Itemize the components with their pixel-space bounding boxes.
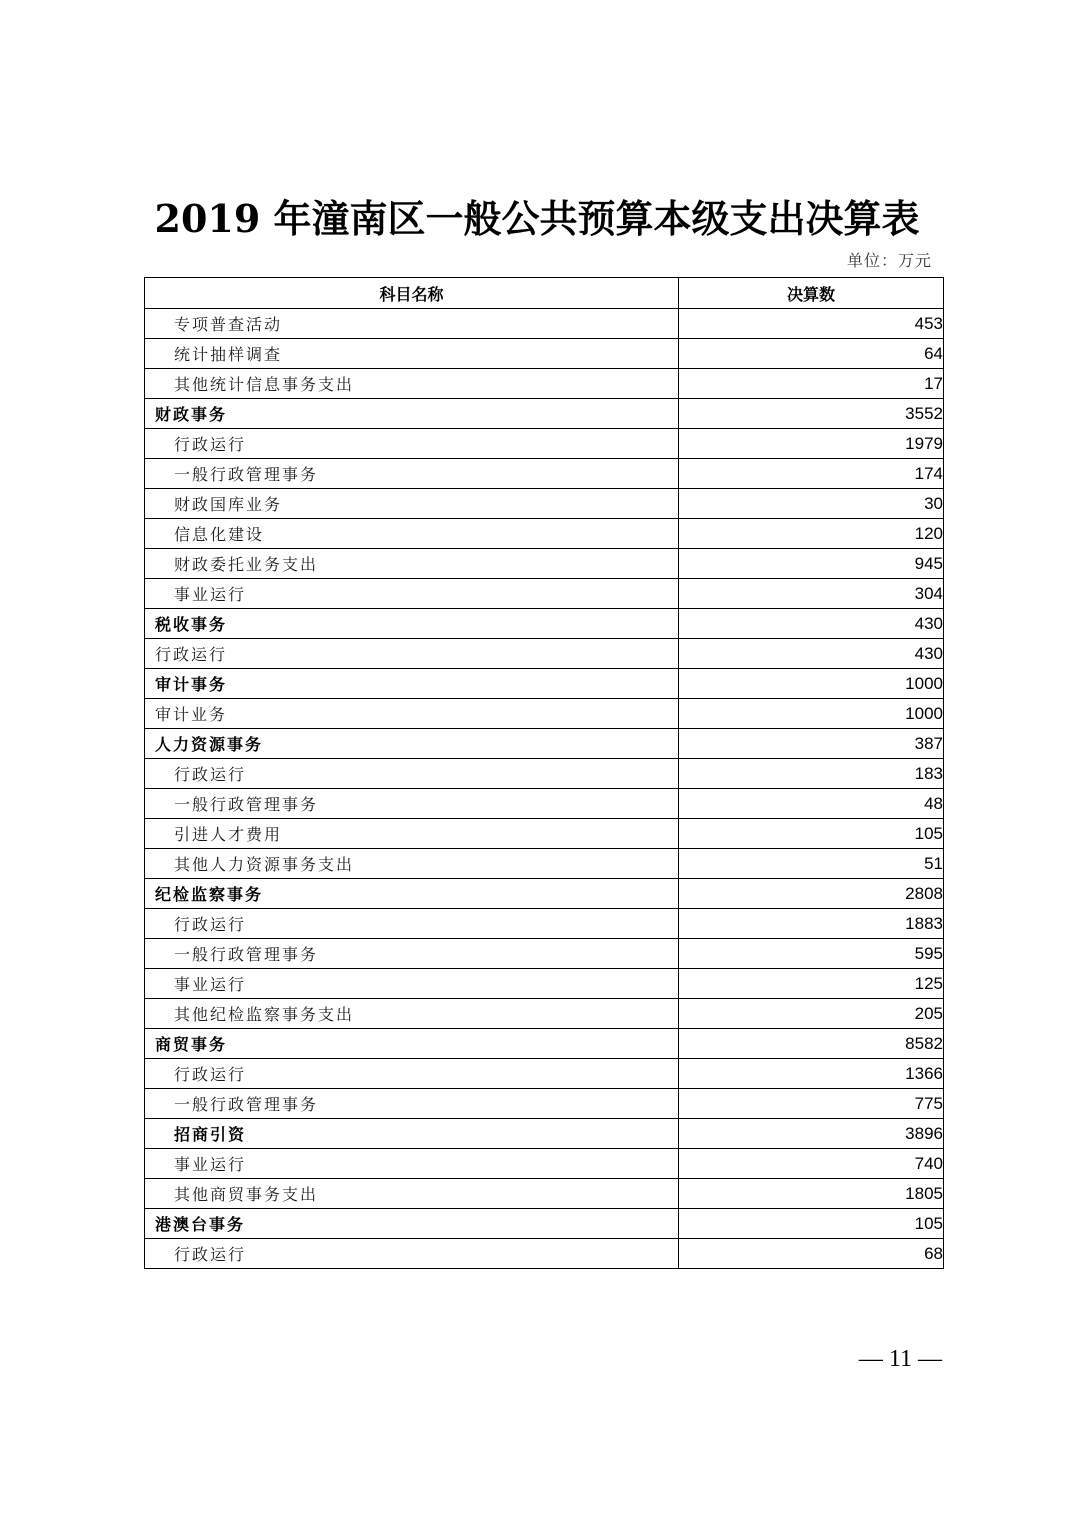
- row-final-amount: 1000: [679, 699, 944, 729]
- row-final-amount: 51: [679, 849, 944, 879]
- table-row: [145, 459, 944, 489]
- table-row: [145, 669, 944, 699]
- row-subject-name: 信息化建设: [145, 519, 679, 549]
- row-subject-name: 专项普查活动: [145, 309, 679, 339]
- table-row: [145, 609, 944, 639]
- row-final-amount: 775: [679, 1089, 944, 1119]
- table-row: [145, 1089, 944, 1119]
- row-subject-name: 统计抽样调查: [145, 339, 679, 369]
- row-subject-name: 人力资源事务: [145, 729, 679, 759]
- row-subject-name: 其他统计信息事务支出: [145, 369, 679, 399]
- table-row: [145, 789, 944, 819]
- table-row: [145, 549, 944, 579]
- row-subject-name: 事业运行: [145, 1149, 679, 1179]
- document-title: 2019 年潼南区一般公共预算本级支出决算表: [154, 196, 920, 241]
- row-final-amount: 304: [679, 579, 944, 609]
- row-subject-name: 其他商贸事务支出: [145, 1179, 679, 1209]
- table-body: [145, 309, 944, 1269]
- row-subject-name: 财政委托业务支出: [145, 549, 679, 579]
- budget-table: [144, 277, 944, 1269]
- row-subject-name: 事业运行: [145, 969, 679, 999]
- row-final-amount: 387: [679, 729, 944, 759]
- row-subject-name: 其他纪检监察事务支出: [145, 999, 679, 1029]
- row-final-amount: 430: [679, 639, 944, 669]
- table-row: [145, 759, 944, 789]
- row-subject-name: 行政运行: [145, 1059, 679, 1089]
- table-row: [145, 1179, 944, 1209]
- row-final-amount: 740: [679, 1149, 944, 1179]
- table-row: [145, 729, 944, 759]
- table-row: [145, 339, 944, 369]
- page-number: — 11 —: [858, 1346, 942, 1372]
- row-final-amount: 105: [679, 1209, 944, 1239]
- table-row: [145, 969, 944, 999]
- row-final-amount: 125: [679, 969, 944, 999]
- row-final-amount: 120: [679, 519, 944, 549]
- table-row: [145, 819, 944, 849]
- table-row: [145, 849, 944, 879]
- row-final-amount: 1883: [679, 909, 944, 939]
- row-subject-name: 纪检监察事务: [145, 879, 679, 909]
- row-final-amount: 205: [679, 999, 944, 1029]
- row-final-amount: 48: [679, 789, 944, 819]
- table-row: [145, 909, 944, 939]
- row-subject-name: 税收事务: [145, 609, 679, 639]
- row-subject-name: 审计事务: [145, 669, 679, 699]
- table-row: [145, 489, 944, 519]
- row-final-amount: 3552: [679, 399, 944, 429]
- table-row: [145, 1029, 944, 1059]
- row-final-amount: 453: [679, 309, 944, 339]
- row-final-amount: 1805: [679, 1179, 944, 1209]
- row-final-amount: 8582: [679, 1029, 944, 1059]
- table-row: [145, 519, 944, 549]
- row-final-amount: 183: [679, 759, 944, 789]
- row-subject-name: 审计业务: [145, 699, 679, 729]
- row-subject-name: 行政运行: [145, 1239, 679, 1269]
- row-subject-name: 其他人力资源事务支出: [145, 849, 679, 879]
- row-final-amount: 68: [679, 1239, 944, 1269]
- row-subject-name: 事业运行: [145, 579, 679, 609]
- table-row: [145, 939, 944, 969]
- row-subject-name: 引进人才费用: [145, 819, 679, 849]
- row-final-amount: 945: [679, 549, 944, 579]
- row-final-amount: 64: [679, 339, 944, 369]
- row-subject-name: 招商引资: [145, 1119, 679, 1149]
- row-subject-name: 一般行政管理事务: [145, 1089, 679, 1119]
- row-subject-name: 商贸事务: [145, 1029, 679, 1059]
- header-final-amount: 决算数: [679, 278, 944, 309]
- row-final-amount: 595: [679, 939, 944, 969]
- header-subject-name: 科目名称: [145, 278, 679, 309]
- table-header-row: [145, 278, 944, 309]
- table-row: [145, 999, 944, 1029]
- row-final-amount: 3896: [679, 1119, 944, 1149]
- row-subject-name: 行政运行: [145, 909, 679, 939]
- row-final-amount: 1979: [679, 429, 944, 459]
- table-row: [145, 309, 944, 339]
- row-subject-name: 港澳台事务: [145, 1209, 679, 1239]
- table-row: [145, 1119, 944, 1149]
- table-row: [145, 579, 944, 609]
- table-row: [145, 369, 944, 399]
- row-final-amount: 2808: [679, 879, 944, 909]
- table-row: [145, 1209, 944, 1239]
- row-final-amount: 174: [679, 459, 944, 489]
- table-row: [145, 639, 944, 669]
- row-final-amount: 1366: [679, 1059, 944, 1089]
- row-subject-name: 行政运行: [145, 429, 679, 459]
- row-final-amount: 430: [679, 609, 944, 639]
- table-row: [145, 879, 944, 909]
- row-subject-name: 一般行政管理事务: [145, 789, 679, 819]
- table-row: [145, 1059, 944, 1089]
- row-subject-name: 一般行政管理事务: [145, 939, 679, 969]
- row-final-amount: 17: [679, 369, 944, 399]
- row-final-amount: 30: [679, 489, 944, 519]
- table-row: [145, 399, 944, 429]
- table-row: [145, 1239, 944, 1269]
- unit-label: 单位：万元: [846, 251, 932, 270]
- table-row: [145, 699, 944, 729]
- row-subject-name: 财政事务: [145, 399, 679, 429]
- row-final-amount: 105: [679, 819, 944, 849]
- table-row: [145, 429, 944, 459]
- table-row: [145, 1149, 944, 1179]
- row-subject-name: 行政运行: [145, 759, 679, 789]
- row-subject-name: 行政运行: [145, 639, 679, 669]
- row-subject-name: 财政国库业务: [145, 489, 679, 519]
- row-subject-name: 一般行政管理事务: [145, 459, 679, 489]
- row-final-amount: 1000: [679, 669, 944, 699]
